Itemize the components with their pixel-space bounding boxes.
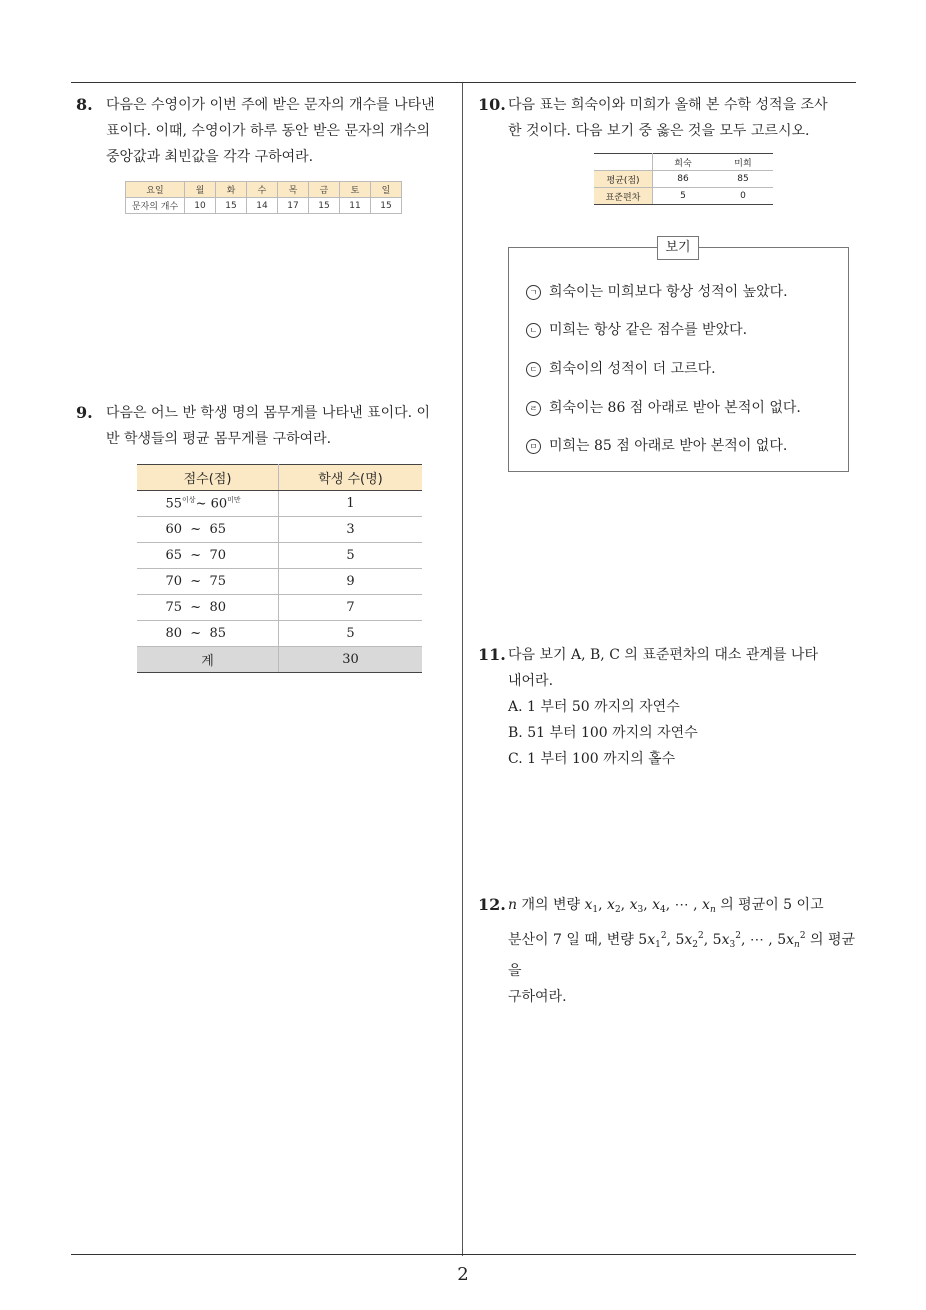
range-cell (137, 491, 279, 517)
count-cell: 5 (279, 621, 423, 647)
range-high: 60 (210, 496, 228, 512)
table-header-cell: 목 (278, 182, 309, 198)
choices-box-title: 보기 (657, 236, 699, 260)
problem-number: 10. (478, 95, 506, 114)
table-header-cell: 일 (371, 182, 402, 198)
bottom-rule (71, 1254, 856, 1255)
choice-text: 희숙이는 86 점 아래로 받아 본적이 없다. (549, 400, 801, 416)
table-cell: 10 (185, 198, 216, 214)
choice-item (526, 319, 747, 339)
choice-mark: ㅁ (526, 439, 541, 454)
table-corner-cell (594, 154, 653, 171)
choice-item (526, 397, 801, 417)
table-header-cell: 금 (309, 182, 340, 198)
problem-8 (76, 92, 466, 170)
count-cell: 9 (279, 569, 423, 595)
range-low-mark: 이상 (182, 496, 196, 505)
count-cell: 1 (279, 491, 423, 517)
range-cell: 60 ~ 65 (137, 517, 279, 543)
table-row (137, 595, 422, 621)
range-high-mark: 미만 (227, 496, 241, 505)
total-value: 30 (279, 647, 423, 673)
problem-line: A. 1 부터 50 까지의 자연수 (508, 699, 680, 715)
total-row (137, 647, 422, 673)
range-cell: 75 ~ 80 (137, 595, 279, 621)
problem-text (508, 892, 868, 1010)
problem-11 (478, 642, 868, 772)
problem-line: 반 학생들의 평균 몸무게를 구하여라. (106, 431, 332, 447)
choice-text: 미희는 85 점 아래로 받아 본적이 없다. (549, 438, 788, 454)
problem-line: 중앙값과 최빈값을 각각 구하여라. (106, 149, 314, 165)
count-cell: 7 (279, 595, 423, 621)
top-rule (71, 82, 856, 83)
total-label: 계 (137, 647, 279, 673)
table-row (594, 171, 773, 188)
score-stats-table (594, 153, 773, 205)
table-header-cell: 미희 (713, 154, 773, 171)
problem-number: 12. (478, 895, 506, 914)
weight-frequency-table (137, 464, 422, 673)
table-header-cell: 수 (247, 182, 278, 198)
choice-text: 희숙이의 성적이 더 고르다. (549, 361, 716, 377)
table-cell: 85 (713, 171, 773, 188)
problem-line: 구하여라. (508, 989, 567, 1005)
table-header-cell: 요일 (126, 182, 185, 198)
problem-text (508, 642, 868, 772)
table-row-label: 문자의 개수 (126, 198, 185, 214)
problem-line: C. 1 부터 100 까지의 홀수 (508, 751, 676, 767)
table-header-cell: 학생 수(명) (279, 465, 423, 491)
choice-text: 미희는 항상 같은 점수를 받았다. (549, 322, 748, 338)
table-row (137, 491, 422, 517)
problem-12 (478, 892, 868, 1010)
problem-10 (478, 92, 868, 144)
problem-9 (76, 400, 466, 452)
choice-item (526, 358, 716, 378)
count-cell: 3 (279, 517, 423, 543)
table-header-cell: 점수(점) (137, 465, 279, 491)
table-cell: 17 (278, 198, 309, 214)
table-row-label: 평균(점) (594, 171, 653, 188)
table-cell: 15 (216, 198, 247, 214)
problem-line: B. 51 부터 100 까지의 자연수 (508, 725, 698, 741)
table-header-cell: 희숙 (653, 154, 714, 171)
problem-line: 다음 표는 희숙이와 미희가 올해 본 수학 성적을 조사 (508, 97, 828, 113)
range-cell: 80 ~ 85 (137, 621, 279, 647)
choice-text: 희숙이는 미희보다 항상 성적이 높았다. (549, 284, 788, 300)
problem-text (508, 92, 868, 144)
page-number: 2 (457, 1264, 469, 1285)
choice-mark: ㄴ (526, 323, 541, 338)
choice-mark: ㄱ (526, 285, 541, 300)
table-cell: 11 (340, 198, 371, 214)
problem-text (106, 92, 466, 170)
problem-line: 다음은 수영이가 이번 주에 받은 문자의 개수를 나타낸 (106, 97, 435, 113)
range-low: 55 (165, 496, 183, 512)
table-row (594, 188, 773, 205)
range-cell: 65 ~ 70 (137, 543, 279, 569)
problem-line: 내어라. (508, 673, 554, 689)
table-row (137, 569, 422, 595)
choice-item (526, 435, 787, 455)
problem-line: n 개의 변량 $x_1$, $x_2$, $x_3$, $x_4$, ⋯ , $x_n$ 의 평균이 5 이고 (508, 897, 824, 915)
problem-line: 다음 보기 A, B, C 의 표준편차의 대소 관계를 나타 (508, 647, 818, 663)
table-header-cell: 화 (216, 182, 247, 198)
messages-table (125, 181, 402, 214)
problem-line: 표이다. 이때, 수영이가 하루 동안 받은 문자의 개수의 (106, 123, 431, 139)
choice-item (526, 281, 788, 301)
problem-number: 8. (76, 95, 93, 114)
table-cell: 5 (653, 188, 714, 205)
range-cell: 70 ~ 75 (137, 569, 279, 595)
table-row-label: 표준편차 (594, 188, 653, 205)
count-cell: 5 (279, 543, 423, 569)
table-cell: 15 (309, 198, 340, 214)
problem-text (106, 400, 466, 452)
problem-number: 11. (478, 645, 506, 664)
table-header-cell: 토 (340, 182, 371, 198)
table-cell: 86 (653, 171, 714, 188)
problem-line: 다음은 어느 반 학생 명의 몸무게를 나타낸 표이다. 이 (106, 405, 431, 421)
problem-line: 한 것이다. 다음 보기 중 옳은 것을 모두 고르시오. (508, 123, 810, 139)
table-cell: 0 (713, 188, 773, 205)
table-row (137, 621, 422, 647)
table-header-cell: 월 (185, 182, 216, 198)
choice-mark: ㄷ (526, 362, 541, 377)
range-sep: ~ (195, 496, 207, 512)
table-cell: 14 (247, 198, 278, 214)
table-row (137, 543, 422, 569)
table-cell: 15 (371, 198, 402, 214)
choice-mark: ㄹ (526, 401, 541, 416)
problem-number: 9. (76, 403, 93, 422)
problem-line: 분산이 7 일 때, 변량 $5x_1^2$, $5x_2^2$, $5x_3^2$, ⋯ , $5x_n^2$ 의 평균을 (508, 931, 856, 979)
table-row (137, 517, 422, 543)
column-divider (462, 83, 463, 1256)
